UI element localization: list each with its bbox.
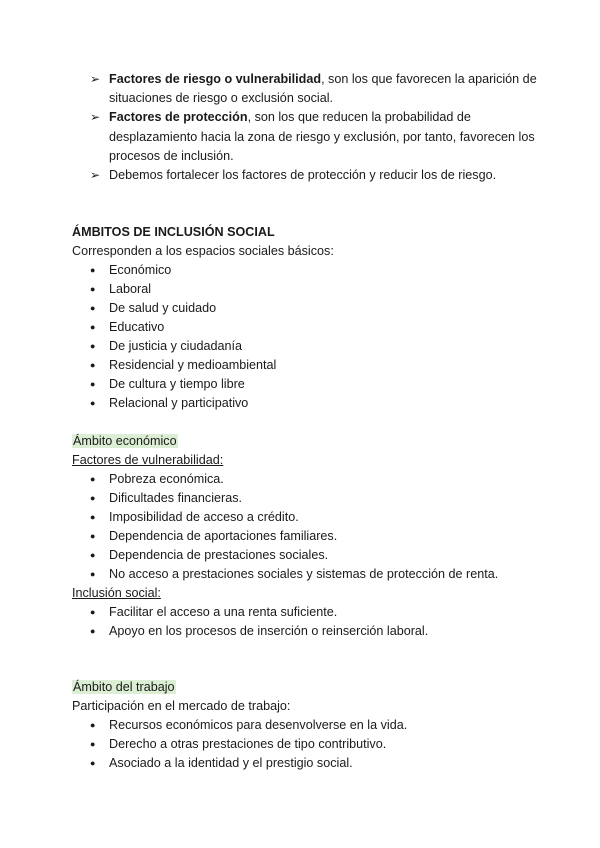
definition: , son los que reducen la probabilidad de desplazamiento hacia la zona de riesgo y exclusión, por tanto, favorecen los procesos de inclusión. xyxy=(109,110,535,163)
bullet-icon: ● xyxy=(90,360,96,370)
bullet-icon: ● xyxy=(90,739,96,749)
vulnerability-label: Factores de vulnerabilidad: xyxy=(72,453,224,467)
list-item: ● De salud y cuidado xyxy=(72,299,542,318)
list-item: ● Dependencia de prestaciones sociales. xyxy=(72,546,542,565)
bullet-icon: ● xyxy=(90,303,96,313)
bullet-icon: ● xyxy=(90,512,96,522)
inclusion-list xyxy=(72,603,542,641)
list-item: ● Económico xyxy=(72,261,542,280)
subsection-title: Ámbito económico xyxy=(73,434,177,448)
list-item xyxy=(90,166,540,185)
term: Factores de protección xyxy=(109,110,248,125)
bullet-icon: ● xyxy=(90,720,96,730)
bullet-icon: ● xyxy=(90,626,96,636)
section-heading: ÁMBITOS DE INCLUSIÓN SOCIAL xyxy=(72,225,275,239)
trabajo-section xyxy=(72,678,542,773)
subsection-title: Ámbito del trabajo xyxy=(73,680,175,694)
arrow-bullet-icon: ➢ xyxy=(90,168,101,183)
list-item: ● Derecho a otras prestaciones de tipo contributivo. xyxy=(72,735,542,754)
bullet-icon: ● xyxy=(90,569,96,579)
list-item: ● Dificultades financieras. xyxy=(72,489,542,508)
arrow-bullet-icon: ➢ xyxy=(90,72,101,86)
bullet-icon: ● xyxy=(90,398,96,408)
bullet-icon: ● xyxy=(90,758,96,768)
list-item: ● Pobreza económica. xyxy=(72,470,542,489)
bullet-icon: ● xyxy=(90,322,96,332)
bullet-icon: ● xyxy=(90,550,96,560)
list-item: ● No acceso a prestaciones sociales y sistemas de protección de renta. xyxy=(72,565,542,584)
bullet-icon: ● xyxy=(90,474,96,484)
list-item: ● Relacional y participativo xyxy=(72,394,542,413)
ambitos-list xyxy=(72,261,542,413)
list-item: ● Laboral xyxy=(72,280,542,299)
list-item: ● Imposibilidad de acceso a crédito. xyxy=(72,508,542,527)
list-item: ● Facilitar el acceso a una renta suficiente. xyxy=(72,603,542,622)
list-item: ● Recursos económicos para desenvolverse en la vida. xyxy=(72,716,542,735)
bullet-icon: ● xyxy=(90,265,96,275)
ambitos-section xyxy=(72,223,542,413)
section-intro: Corresponden a los espacios sociales básicos: xyxy=(72,244,334,258)
section-intro: Participación en el mercado de trabajo: xyxy=(72,699,291,713)
bullet-icon: ● xyxy=(90,531,96,541)
intro-points xyxy=(90,70,540,185)
list-item: ● Apoyo en los procesos de inserción o reinserción laboral. xyxy=(72,622,542,641)
list-item: ● De cultura y tiempo libre xyxy=(72,375,542,394)
bullet-icon: ● xyxy=(90,379,96,389)
list-item: ● Educativo xyxy=(72,318,542,337)
bullet-icon: ● xyxy=(90,284,96,294)
list-item: ● Dependencia de aportaciones familiares. xyxy=(72,527,542,546)
trabajo-list xyxy=(72,716,542,773)
bullet-icon: ● xyxy=(90,607,96,617)
definition: , son los que favorecen la aparición de situaciones de riesgo o exclusión social. xyxy=(109,72,537,106)
economico-section xyxy=(72,432,542,641)
list-item: ● Residencial y medioambiental xyxy=(72,356,542,375)
list-item: ● Asociado a la identidad y el prestigio social. xyxy=(72,754,542,773)
list-item xyxy=(90,70,540,108)
list-item: ● De justicia y ciudadanía xyxy=(72,337,542,356)
bullet-icon: ● xyxy=(90,493,96,503)
vulnerability-list xyxy=(72,470,542,584)
bullet-icon: ● xyxy=(90,341,96,351)
term: Factores de riesgo o vulnerabilidad xyxy=(109,72,322,86)
arrow-bullet-icon: ➢ xyxy=(90,110,101,125)
inclusion-label: Inclusión social: xyxy=(72,586,161,600)
statement: Debemos fortalecer los factores de protección y reducir los de riesgo. xyxy=(109,168,497,183)
list-item xyxy=(90,108,540,166)
